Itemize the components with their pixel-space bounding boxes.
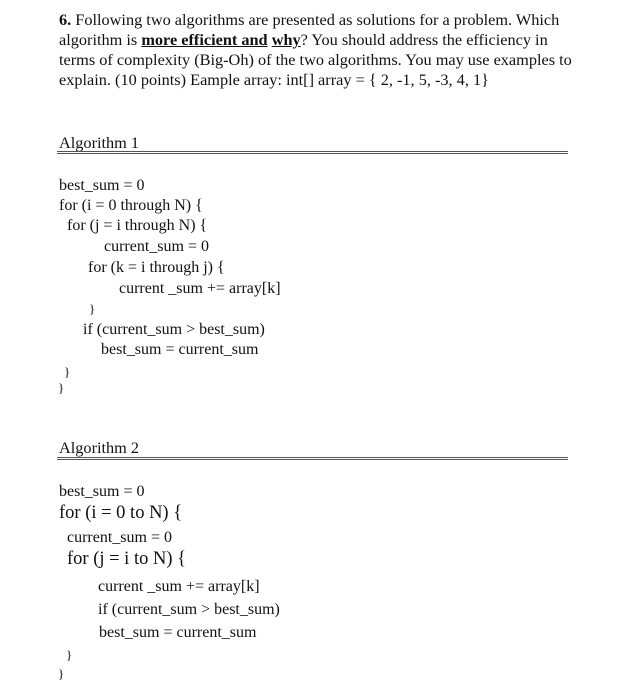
code-line: for (j = i to N) { (67, 549, 186, 569)
code-line: current _sum += array[k] (119, 280, 281, 297)
code-line: best_sum = current_sum (99, 624, 257, 641)
question-number: 6. (59, 10, 72, 29)
closing-brace: } (66, 647, 73, 662)
code-line: current_sum = 0 (67, 529, 172, 546)
closing-brace: } (64, 364, 71, 379)
code-line: best_sum = 0 (59, 483, 145, 500)
question-text (59, 10, 579, 90)
emphasis-why: why (271, 30, 301, 49)
closing-brace: } (58, 666, 65, 681)
code-line: if (current_sum > best_sum) (98, 601, 280, 618)
emphasis-more-efficient: more efficient and (141, 30, 268, 49)
question-text-a: Following two algorithms are presented as solutions for a problem. Which algorithm is (59, 10, 560, 49)
closing-brace: } (58, 380, 65, 395)
code-line: for (j = i through N) { (67, 217, 208, 234)
code-line: if (current_sum > best_sum) (83, 321, 265, 338)
algorithm-2-heading: Algorithm 2 (59, 438, 140, 457)
code-line: for (k = i through j) { (88, 259, 225, 276)
code-line: current_sum = 0 (104, 238, 209, 255)
algorithm-1-heading: Algorithm 1 (59, 133, 140, 152)
code-line: current _sum += array[k] (98, 578, 260, 595)
code-line: best_sum = current_sum (101, 341, 259, 358)
code-line: best_sum = 0 (59, 177, 145, 194)
algorithm-1-divider (57, 151, 568, 154)
algorithm-2-divider (57, 457, 568, 460)
code-line: for (i = 0 to N) { (59, 503, 183, 523)
code-line: for (i = 0 through N) { (59, 197, 203, 214)
question-text-c: ? You should address the efficiency in terms of complexity (Big-Oh) of the two algorithms. You may use examples to explain. (10 points) Eample array: int[] array = { 2, -1, 5, -3, 4, 1} (59, 30, 572, 89)
closing-brace: } (89, 301, 96, 316)
